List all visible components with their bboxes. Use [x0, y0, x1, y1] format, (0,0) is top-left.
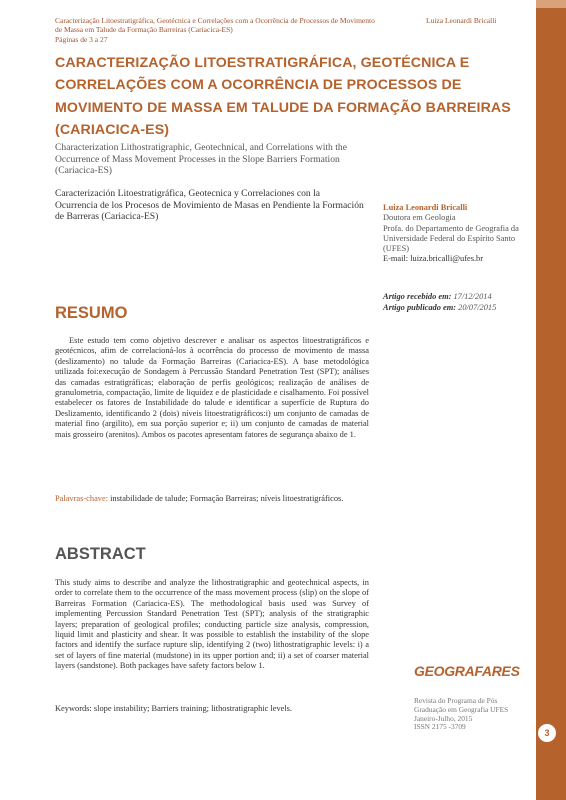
journal-info	[414, 697, 524, 732]
journal-issue: Janeiro-Julho, 2015	[414, 713, 473, 723]
abstract-heading: ABSTRACT	[55, 545, 146, 563]
received-label: Artigo recebido em:	[383, 292, 452, 301]
published-date	[383, 303, 533, 314]
author-degree: Doutora em Geologia	[383, 213, 456, 223]
author-name: Luiza Leonardi Bricalli	[383, 203, 468, 212]
journal-issn: ISSN 2175 -3709	[414, 722, 466, 732]
journal-logo	[414, 663, 520, 687]
resumo-heading: RESUMO	[55, 304, 128, 322]
article-title-es: Caracterización Litoestratigráfica, Geotecnica y Correlaciones con la Ocurrencia de los Procesos de Movimiento de Masas en Pendiente la Formación de Barreras (Cariacica-ES)	[55, 188, 364, 223]
keywords-pt-label: Palavras-chave:	[55, 494, 109, 503]
journal-logo-text: GEOGRAFARES	[414, 663, 520, 679]
journal-name: Revista do Programa de Pós Graduação em Geografia UFES	[414, 696, 509, 714]
running-title: Caracterização Litoestratigráfica, Geotécnica e Correlações com a Ocorrência de Processos de Movimento de Massa em Talude da Formação Barreiras (Cariacica-ES)	[55, 16, 375, 35]
article-dates	[383, 292, 533, 313]
author-email: E-mail: luiza.bricalli@ufes.br	[383, 254, 484, 264]
article-title-en: Characterization Lithostratigraphic, Geotechnical, and Correlations with the Occurrence of Mass Movement Processes in the Slope Barriers Formation (Cariacica-ES)	[55, 142, 347, 177]
keywords-en-label: Keywords:	[55, 704, 92, 713]
side-color-bar	[536, 0, 566, 800]
received-value: 17/12/2014	[453, 292, 492, 301]
article-title-pt: CARACTERIZAÇÃO LITOESTRATIGRÁFICA, GEOTÉCNICA E CORRELAÇÕES COM A OCORRÊNCIA DE PROCESSOS DE MOVIMENTO DE MASSA EM TALUDE DA FORMAÇÃO BARREIRAS (CARIACICA-ES)	[55, 55, 511, 139]
resumo-body: Este estudo tem como objetivo descrever e analisar os aspectos litoestratigráficos e geotécnicos, afim de correlacioná-los à ocorrência do processo de movimento de massa (deslizamento) no talude da Formação Barreiras (Cariacica-ES). A base metodológica utilizada foi:execução de Sondagem à Percussão Standard Penetration Test (SPT); análises das camadas estratigráficas; elaboração de perfis geológicos; realização de análises de granulometria, compactação, limite de liquidez e de plasticidade e cisalhamento. Foi possível estabelecer os fatores de Instabilidade do talude e identificar a superfície de Ruptura do Deslizamento, identificando 2 (dois) níveis litoestratigráficos:i) um conjunto de camadas de material fino (argilito), em sua porção superior e; ii) um conjunto de camadas de material mais grosseiro (arenitos). Ambos os pacotes apresentam fatores de segurança abaixo de 1.	[55, 336, 369, 439]
page-number: 3	[538, 724, 556, 742]
abstract-body: This study aims to describe and analyze the lithostratigraphic and geotechnical aspects, in order to correlate them to the occurrence of the mass movement process (slip) on the slope of Barreiras Formation (Cariacica-ES). The methodological basis used was Survey of implementing Percussion Standard Penetration Test (SPT); analysis of the stratigraphic layers; preparation of geological profiles; conducting particle size analysis, compression, liquid limit and plasticity and shear. It was possible to establish the instability of the slope factors and identify the surface rupture slip, identifying 2 (two) lithostratigraphic levels: i) a set of layers of fine material (mudstone) in its upper portion and; ii) a set of coarser material layers (sandstone). Both packages have safety factors below 1.	[55, 578, 369, 671]
running-header	[55, 16, 375, 44]
keywords-pt	[55, 494, 369, 504]
side-bar-top-strip	[536, 0, 566, 8]
received-date	[383, 292, 533, 303]
keywords-en-text: slope instability; Barriers training; lithostratigraphic levels.	[93, 704, 293, 713]
keywords-en	[55, 704, 369, 714]
header-author: Luiza Leonardi Bricalli	[426, 16, 497, 25]
author-block	[383, 203, 523, 265]
author-affiliation: Profa. do Departamento de Geografia da Universidade Federal do Espírito Santo (UFES)	[383, 223, 519, 254]
published-value: 20/07/2015	[458, 302, 497, 312]
page-range: Páginas de 3 a 27	[55, 34, 108, 44]
keywords-pt-text: instabilidade de talude; Formação Barreiras; níveis litoestratigráficos.	[110, 494, 344, 503]
published-label: Artigo publicado em:	[383, 302, 457, 312]
